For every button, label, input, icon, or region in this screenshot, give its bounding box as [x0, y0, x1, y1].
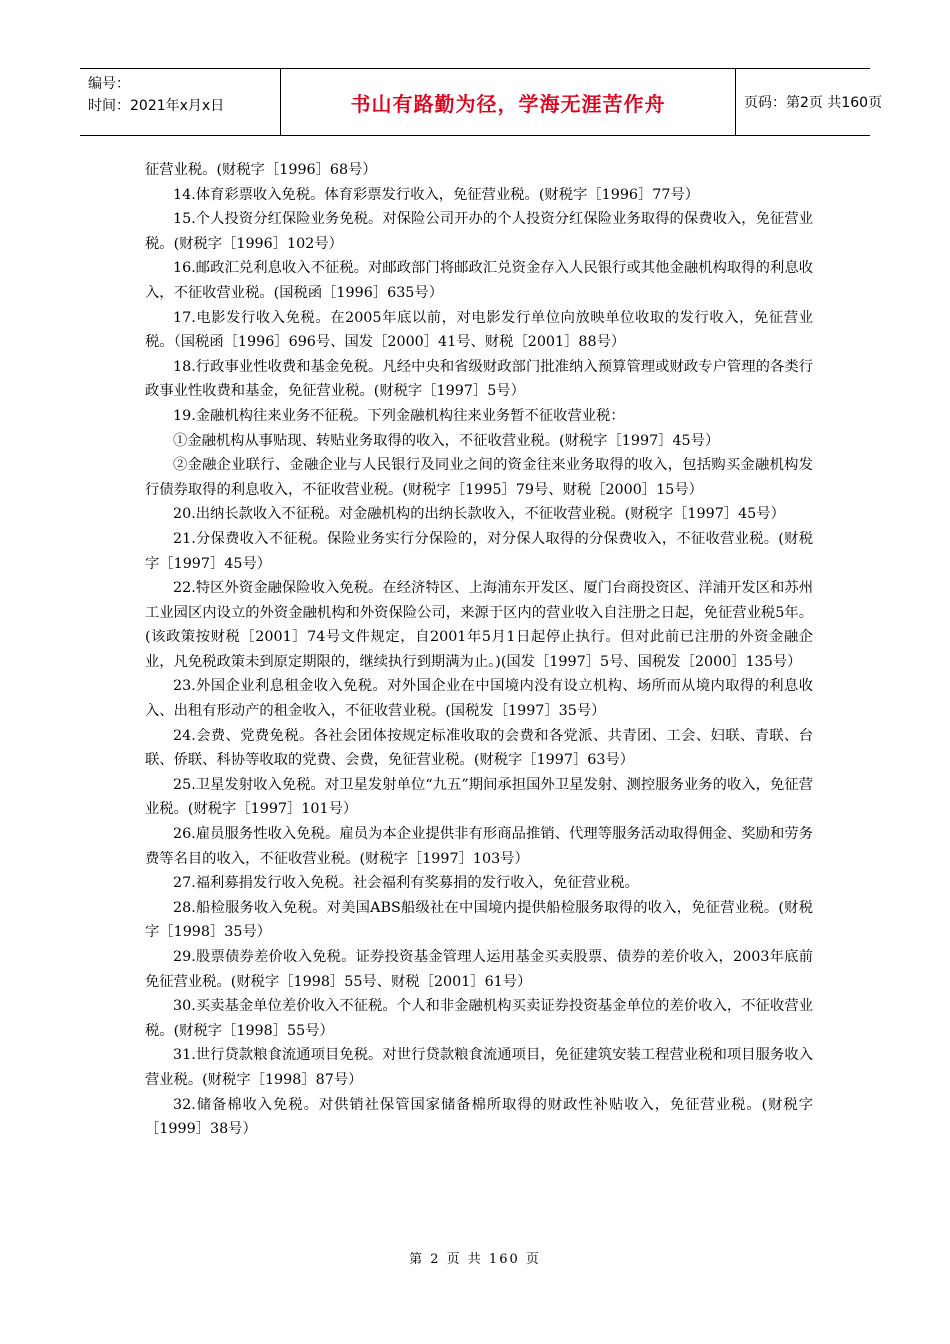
header-motto-cell	[280, 69, 736, 135]
paragraph: 征营业税。(财税字［1996］68号）	[145, 162, 377, 178]
paragraph: 25.卫星发射收入免税。对卫星发射单位“九五”期间承担国外卫星发射、测控服务业务的收入，免征营业税。(财税字［1997］101号）	[145, 776, 813, 818]
header-motto: 书山有路勤为径，学海无涯苦作舟	[350, 91, 666, 116]
page-footer: 第 2 页 共 160 页	[409, 1252, 541, 1267]
paragraph: 26.雇员服务性收入免税。雇员为本企业提供非有形商品推销、代理等服务活动取得佣金、奖励和劳务费等名目的收入，不征收营业税。(财税字［1997］103号）	[145, 826, 813, 867]
header-info	[80, 69, 280, 135]
paragraph: 23.外国企业利息租金收入免税。对外国企业在中国境内没有设立机构、场所而从境内取得的利息收入、出租有形动产的租金收入，不征收营业税。(国税发［1997］35号）	[145, 678, 813, 720]
page-header	[80, 68, 883, 136]
header-page-code: 页码：第2页 共160页	[744, 95, 883, 111]
paragraph: 29.股票债券差价收入免税。证券投资基金管理人运用基金买卖股票、债券的差价收入，2003年底前免征营业税。(财税字［1998］55号、财税［2001］61号）	[145, 949, 813, 990]
paragraph: ②金融企业联行、金融企业与人民银行及同业之间的资金往来业务取得的收入，包括购买金融机构发行债券取得的利息收入，不征收营业税。(财税字［1995］79号、财税［2000］15号）	[145, 457, 813, 498]
paragraph: 32.储备棉收入免税。对供销社保管国家储备棉所取得的财政性补贴收入，免征营业税。(财税字［1999］38号）	[145, 1096, 813, 1138]
paragraph: ①金融机构从事贴现、转贴业务取得的收入，不征收营业税。(财税字［1997］45号）	[173, 432, 720, 449]
document-body	[145, 158, 813, 1142]
paragraph: 20.出纳长款收入不征税。对金融机构的出纳长款收入，不征收营业税。(财税字［1997］45号）	[173, 506, 785, 523]
paragraph: 17.电影发行收入免税。在2005年底以前，对电影发行单位向放映单位收取的发行收入，免征营业税。（国税函［1996］696号、国发［2000］41号、财税［2001］88号）	[145, 309, 813, 351]
paragraph: 31.世行贷款粮食流通项目免税。对世行贷款粮食流通项目，免征建筑安装工程营业税和项目服务收入营业税。(财税字［1998］87号）	[145, 1047, 813, 1088]
paragraph: 21.分保费收入不征税。保险业务实行分保险的，对分保人取得的分保费收入，不征收营业税。(财税字［1997］45号）	[145, 530, 813, 572]
paragraph: 30.买卖基金单位差价收入不征税。个人和非金融机构买卖证券投资基金单位的差价收入，不征收营业税。(财税字［1998］55号）	[145, 998, 813, 1039]
paragraph: 19.金融机构往来业务不征税。下列金融机构往来业务暂不征收营业税：	[173, 407, 625, 424]
paragraph: 28.船检服务收入免税。对美国ABS船级社在中国境内提供船检服务取得的收入，免征营业税。(财税字［1998］35号）	[145, 899, 813, 941]
paragraph: 18.行政事业性收费和基金免税。凡经中央和省级财政部门批准纳入预算管理或财政专户管理的各类行政事业性收费和基金，免征营业税。(财税字［1997］5号）	[145, 358, 813, 400]
paragraph: 14.体育彩票收入免税。体育彩票发行收入，免征营业税。(财税字［1996］77号）	[173, 186, 700, 203]
paragraph: 24.会费、党费免税。各社会团体按规定标准收取的会费和各党派、共青团、工会、妇联、青联、台联、侨联、科协等收取的党费、会费，免征营业税。(财税字［1997］63号）	[145, 727, 813, 769]
paragraph: 27.福利募捐发行收入免税。社会福利有奖募捐的发行收入，免征营业税。	[173, 875, 639, 892]
document-number-label: 编号：	[88, 76, 130, 92]
paragraph: 15.个人投资分红保险业务免税。对保险公司开办的个人投资分红保险业务取得的保费收入，免征营业税。(财税字［1996］102号）	[145, 211, 813, 252]
paragraph: 22.特区外资金融保险收入免税。在经济特区、上海浦东开发区、厦门台商投资区、洋浦开发区和苏州工业园区内设立的外资金融机构和外资保险公司，来源于区内的营业收入自注册之日起，免征营业税5年。(该政策按财税［2001］74号文件规定，自2001年5月1日起停止执行。但对此前已注册的外资金融企业，凡免税政策未到原定期限的，继续执行到期满为止。)(国发［1997］5号、国税发［2000］135号）	[145, 580, 813, 670]
paragraph: 16.邮政汇兑利息收入不征税。对邮政部门将邮政汇兑资金存入人民银行或其他金融机构取得的利息收入，不征收营业税。(国税函［1996］635号）	[145, 260, 813, 301]
document-time-label: 时间：2021年x月x日	[88, 98, 225, 114]
